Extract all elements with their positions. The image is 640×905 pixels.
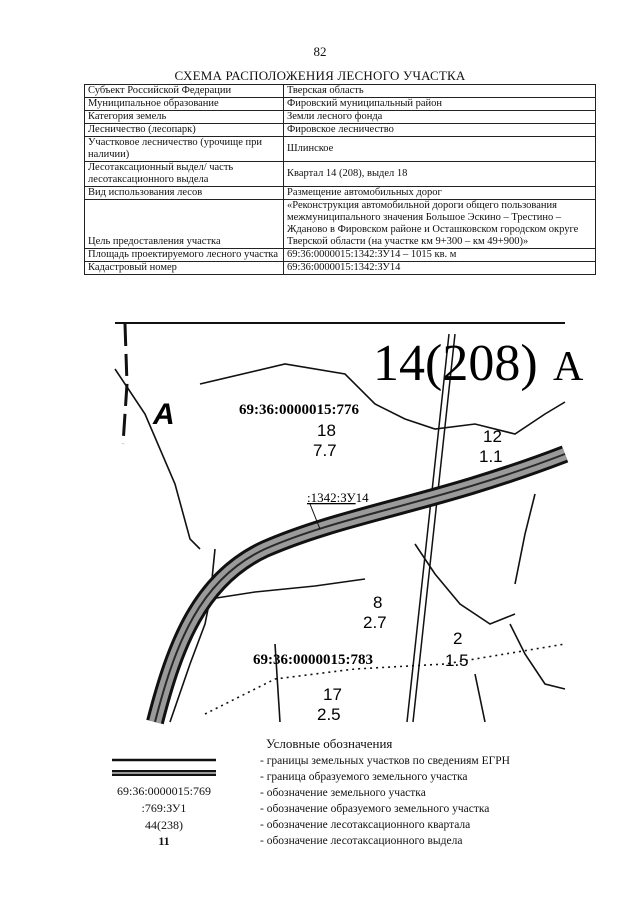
legend-item: - граница образуемого земельного участка [260, 771, 468, 783]
boundary-line [515, 494, 535, 584]
table-key: Муниципальное образование [85, 98, 284, 111]
new-parcel-prefix: :1342:ЗУ [307, 490, 356, 505]
table-key: Кадастровый номер [85, 262, 284, 275]
table-key: Лесотаксационный выдел/ часть лесотаксационного выдела [85, 162, 284, 187]
new-parcel-suffix: 14 [355, 490, 369, 505]
table-value: Фировский муниципальный район [284, 98, 596, 111]
vydel-number: 8 [373, 593, 383, 612]
table-key: Участковое лесничество (урочище при наличии) [85, 137, 284, 162]
table-row [85, 187, 596, 200]
new-parcel-label [307, 490, 369, 505]
legend-title: Условные обозначения [266, 736, 393, 751]
table-value: Земли лесного фонда [284, 111, 596, 124]
page-number: 82 [313, 44, 327, 59]
table-row [85, 262, 596, 275]
info-table [84, 84, 596, 275]
table-row [85, 124, 596, 137]
parcel-label-783: 69:36:0000015:783 [253, 652, 373, 668]
table-row [85, 200, 596, 249]
boundary-line [210, 579, 365, 599]
table-row [85, 162, 596, 187]
legend-item: - обозначение образуемого земельного участка [260, 803, 490, 815]
zone-letter-a: А [153, 398, 175, 431]
boundary-line [510, 624, 565, 689]
legend-symbol-cadastral: 69:36:0000015:769 [116, 784, 211, 798]
table-key: Лесничество (лесопарк) [85, 124, 284, 137]
legend-item: - обозначение лесотаксационного выдела [260, 835, 463, 847]
vydel-area: 7.7 [313, 441, 337, 460]
table-row [85, 137, 596, 162]
table-value: «Реконструкция автомобильной дороги общего пользования межмуниципального значения Большое Эскино – Трестино – Жданово в Фировском районе и Осташковском городском округе Тверской области (на участке км 9+300 – км 49+900)» [284, 200, 596, 249]
table-key: Цель предоставления участка [85, 200, 284, 249]
table-row [85, 98, 596, 111]
table-value: Фировское лесничество [284, 124, 596, 137]
table-value: 69:36:0000015:1342:ЗУ14 [284, 262, 596, 275]
table-value: Тверская область [284, 85, 596, 98]
vydel-number: 18 [317, 421, 336, 440]
quarter-label: 14(208) [373, 335, 538, 392]
legend-item: - границы земельных участков по сведениям ЕГРН [260, 755, 510, 767]
legend-item: - обозначение лесотаксационного квартала [260, 819, 471, 831]
table-key: Категория земель [85, 111, 284, 124]
boundary-line [415, 544, 515, 624]
vydel-number: 12 [483, 427, 502, 446]
boundary-line [475, 674, 485, 722]
table-row [85, 85, 596, 98]
table-row [85, 111, 596, 124]
vydel-area: 2.7 [363, 613, 387, 632]
quarter-suffix: А [553, 344, 584, 390]
legend-symbol-new-parcel: :769:ЗУ1 [141, 801, 187, 815]
table-key: Субъект Российской Федерации [85, 85, 284, 98]
table-key: Вид использования лесов [85, 187, 284, 200]
table-value: Шлинское [284, 137, 596, 162]
vydel-number: 2 [453, 629, 463, 648]
table-value: Размещение автомобильных дорог [284, 187, 596, 200]
table-key: Площадь проектируемого лесного участка [85, 249, 284, 262]
vydel-number: 17 [323, 685, 342, 704]
legend-symbol-vydel: 11 [158, 834, 170, 848]
legend-item: - обозначение земельного участка [260, 787, 426, 799]
vydel-area: 2.5 [317, 705, 341, 724]
forest-plot-map [115, 322, 584, 724]
vydel-area: 1.5 [445, 651, 469, 670]
legend-symbol-quarter: 44(238) [145, 818, 183, 832]
parcel-label-776: 69:36:0000015:776 [239, 402, 359, 418]
table-row [85, 249, 596, 262]
table-value: Квартал 14 (208), выдел 18 [284, 162, 596, 187]
document-title: СХЕМА РАСПОЛОЖЕНИЯ ЛЕСНОГО УЧАСТКА [174, 68, 466, 83]
vydel-area: 1.1 [479, 447, 503, 466]
legend-symbols-lines [110, 756, 220, 782]
table-value: 69:36:0000015:1342:ЗУ14 – 1015 кв. м [284, 249, 596, 262]
boundary-line [115, 369, 200, 549]
